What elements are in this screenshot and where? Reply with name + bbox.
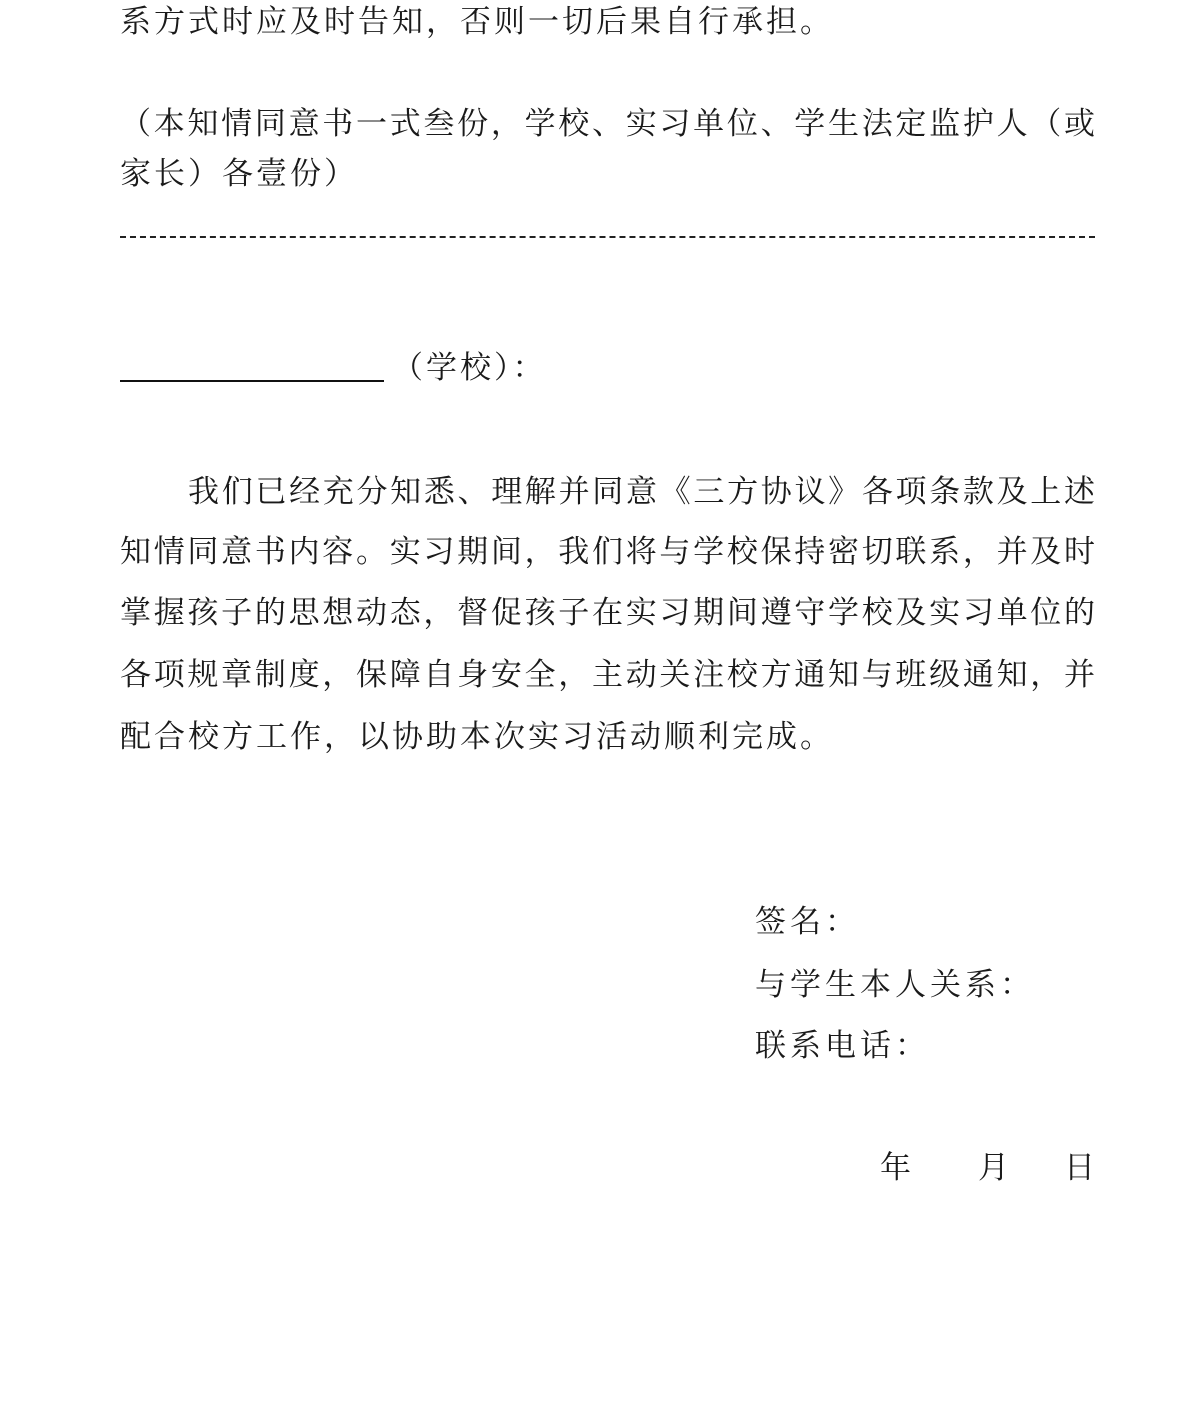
cut-line-divider (120, 236, 1095, 238)
school-label: （学校）： (392, 350, 547, 386)
consent-paragraph-line-3: 掌握孩子的思想动态，督促孩子在实习期间遵守学校及实习单位的 (120, 595, 1095, 631)
phone-label: 联系电话： (755, 1028, 930, 1064)
relationship-label: 与学生本人关系： (755, 967, 1035, 1003)
copies-note-line-2: 家长）各壹份） (120, 156, 358, 192)
consent-paragraph-line-4: 各项规章制度，保障自身安全，主动关注校方通知与班级通知，并 (120, 657, 1095, 693)
date-month: 月 (978, 1150, 1009, 1186)
contact-notice-line: 系方式时应及时告知，否则一切后果自行承担。 (120, 4, 834, 40)
date-year: 年 (880, 1150, 911, 1186)
signature-label: 签名： (755, 904, 860, 940)
date-day: 日 (1064, 1150, 1095, 1186)
consent-paragraph-line-5: 配合校方工作，以协助本次实习活动顺利完成。 (120, 719, 834, 755)
consent-paragraph-line-1: 我们已经充分知悉、理解并同意《三方协议》各项条款及上述 (188, 474, 1095, 510)
copies-note-line-1: （本知情同意书一式叁份，学校、实习单位、学生法定监护人（或 (120, 106, 1095, 142)
consent-paragraph-line-2: 知情同意书内容。实习期间，我们将与学校保持密切联系，并及时 (120, 534, 1095, 570)
school-name-blank (120, 380, 384, 382)
